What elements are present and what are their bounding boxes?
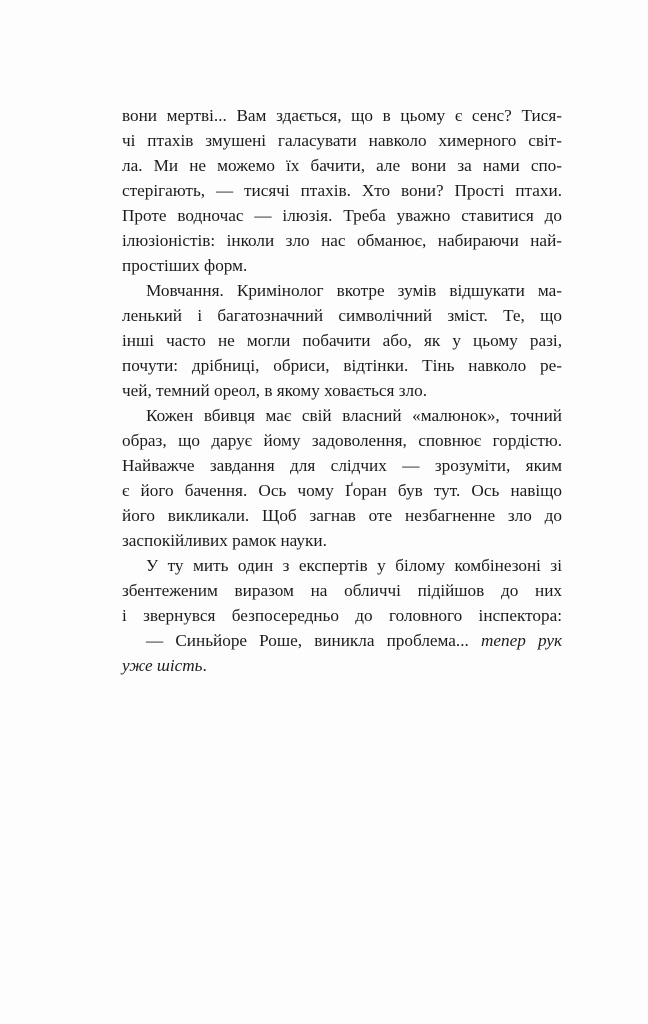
end-punctuation: . [202, 656, 207, 675]
text-line: стерігають, — тисячі птахів. Хто вони? Прості птахи. [122, 181, 562, 200]
paragraph [122, 278, 562, 403]
text-line: Кожен вбивця має свій власний «малюнок», точний [146, 406, 562, 425]
text-line: У ту мить один з експертів у білому комбінезоні зі [146, 556, 562, 575]
text-line: збентеженим виразом на обличчі підійшов до них [122, 581, 562, 600]
text-line: інші часто не могли побачити або, як у цьому разі, [122, 331, 562, 350]
text-line: і звернувся безпосередньо до головного інспектора: [122, 606, 562, 625]
text-line [122, 628, 562, 653]
text-line: Мовчання. Кримінолог вкотре зумів відшукати ма- [146, 281, 562, 300]
text-line: його викликали. Щоб загнав оте незбагненне зло до [122, 506, 562, 525]
text-line: образ, що дарує йому задоволення, сповнює гордістю. [122, 431, 562, 450]
dialogue-text: — Синьйоре Роше, виникла проблема... [146, 631, 481, 650]
text-line: почути: дрібниці, обриси, відтінки. Тінь навколо ре- [122, 356, 562, 375]
text-line: чей, темний ореол, в якому ховається зло. [122, 381, 428, 400]
paragraph [122, 103, 562, 278]
text-line: вони мертві... Вам здається, що в цьому є сенс? Тися- [122, 106, 562, 125]
text-line: ленький і багатозначний символічний зміст. Те, що [122, 306, 562, 325]
text-line: заспокійливих рамок науки. [122, 531, 327, 550]
text-line: ілюзіоністів: інколи зло нас обманює, набираючи най- [122, 231, 562, 250]
paragraph [122, 628, 562, 678]
text-line: ла. Ми не можемо їх бачити, але вони за нами спо- [122, 156, 562, 175]
italic-text: тепер рук [480, 631, 562, 650]
paragraph [122, 403, 562, 553]
text-line: Проте водночас — ілюзія. Треба уважно ставитися до [122, 206, 562, 225]
text-line [122, 653, 562, 678]
paragraph [122, 553, 562, 628]
text-line: простіших форм. [122, 256, 248, 275]
text-line: чі птахів змушені галасувати навколо химерного світ- [122, 131, 562, 150]
body-text [122, 103, 562, 678]
text-line: Найважче завдання для слідчих — зрозуміти, яким [122, 456, 562, 475]
italic-text: уже шість [122, 656, 203, 675]
text-line: є його бачення. Ось чому Ґоран був тут. Ось навіщо [122, 481, 562, 500]
